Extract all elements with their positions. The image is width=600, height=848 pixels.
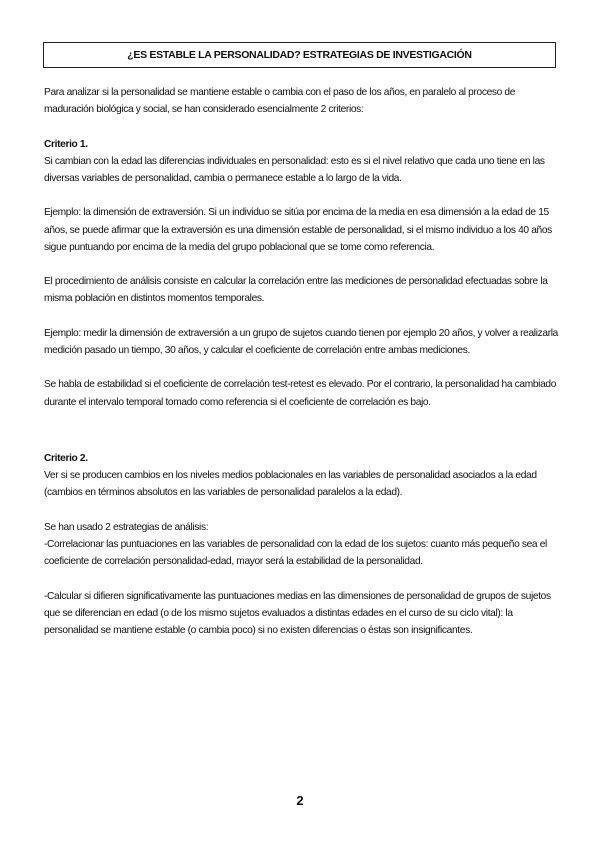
spacer bbox=[44, 570, 560, 587]
document-body bbox=[44, 84, 560, 639]
criterio-1-paragraph-2: Ejemplo: la dimensión de extraversión. Si un individuo se sitúa por encima de la media en esa dimensión a la edad de 15 años, se puede afirmar que la extraversión es una dimensión estable de personalidad, si el mismo individuo a los 40 años sigue puntuando por encima de la media del grupo poblacional que se tome como referencia. bbox=[44, 207, 552, 253]
criterio-1-paragraph-5: Se habla de estabilidad si el coeficiente de correlación test-retest es elevado. Por el contrario, la personalidad ha cambiado durante el intervalo temporal tomado como referencia si el coeficiente de correlación es bajo. bbox=[44, 379, 557, 408]
spacer bbox=[44, 256, 560, 273]
spacer bbox=[44, 411, 560, 433]
spacer bbox=[44, 502, 560, 519]
page-number: 2 bbox=[296, 793, 304, 808]
criterio-1-paragraph-1: Si cambian con la edad las diferencias individuales en personalidad: esto es si el nivel relativo que cada uno tiene en las diversas variables de personalidad, cambia o permanece estable a lo largo de la vida. bbox=[44, 155, 545, 184]
criterio-2-strategy-2: -Calcular si difieren significativamente las puntuaciones medias en las dimensiones de personalidad de grupos de sujetos que se diferencian en edad (o de los mismo sujetos evaluados a distintas edades en el curso de su ciclo vital): la personalidad se mantiene estable (o cambia poco) si no existen diferencias o éstas son insignificantes. bbox=[44, 590, 551, 636]
criterio-1-heading: Criterio 1. bbox=[44, 138, 88, 150]
criterio-2-paragraph-1: Ver si se producen cambios en los niveles medios poblacionales en las variables de personalidad asociados a la edad (cambios en términos absolutos en las variables de personalidad paralelos a la edad). bbox=[44, 470, 537, 499]
document-title: ¿ES ESTABLE LA PERSONALIDAD? ESTRATEGIAS DE INVESTIGACIÓN bbox=[127, 49, 472, 61]
title-box bbox=[43, 42, 556, 68]
spacer bbox=[44, 118, 560, 135]
spacer bbox=[44, 308, 560, 325]
spacer bbox=[44, 433, 560, 450]
criterio-1-paragraph-3: El procedimiento de análisis consiste en calcular la correlación entre las mediciones de personalidad efectuadas sobre la misma población en distintos momentos temporales. bbox=[44, 276, 548, 305]
intro-paragraph: Para analizar si la personalidad se mantiene estable o cambia con el paso de los años, en paralelo al proceso de maduración biológica y social, se han considerado esencialmente 2 criterios: bbox=[44, 87, 516, 116]
spacer bbox=[44, 187, 560, 204]
criterio-1-paragraph-4: Ejemplo: medir la dimensión de extraversión a un grupo de sujetos cuando tienen por ejemplo 20 años, y volver a realizarla medición pasado un tiempo, 30 años, y calcular el coeficiente de correlación entre ambas mediciones. bbox=[44, 327, 558, 356]
criterio-2-strategy-1: -Correlacionar las puntuaciones en las variables de personalidad con la edad de los sujetos: cuanto más pequeño sea el coeficiente de correlación personalidad-edad, mayor será la estabilidad de la personalidad. bbox=[44, 538, 547, 568]
criterio-2-heading: Criterio 2. bbox=[44, 452, 88, 464]
criterio-2-strategies-intro: Se han usado 2 estrategias de análisis: bbox=[44, 521, 209, 533]
spacer bbox=[44, 359, 560, 376]
